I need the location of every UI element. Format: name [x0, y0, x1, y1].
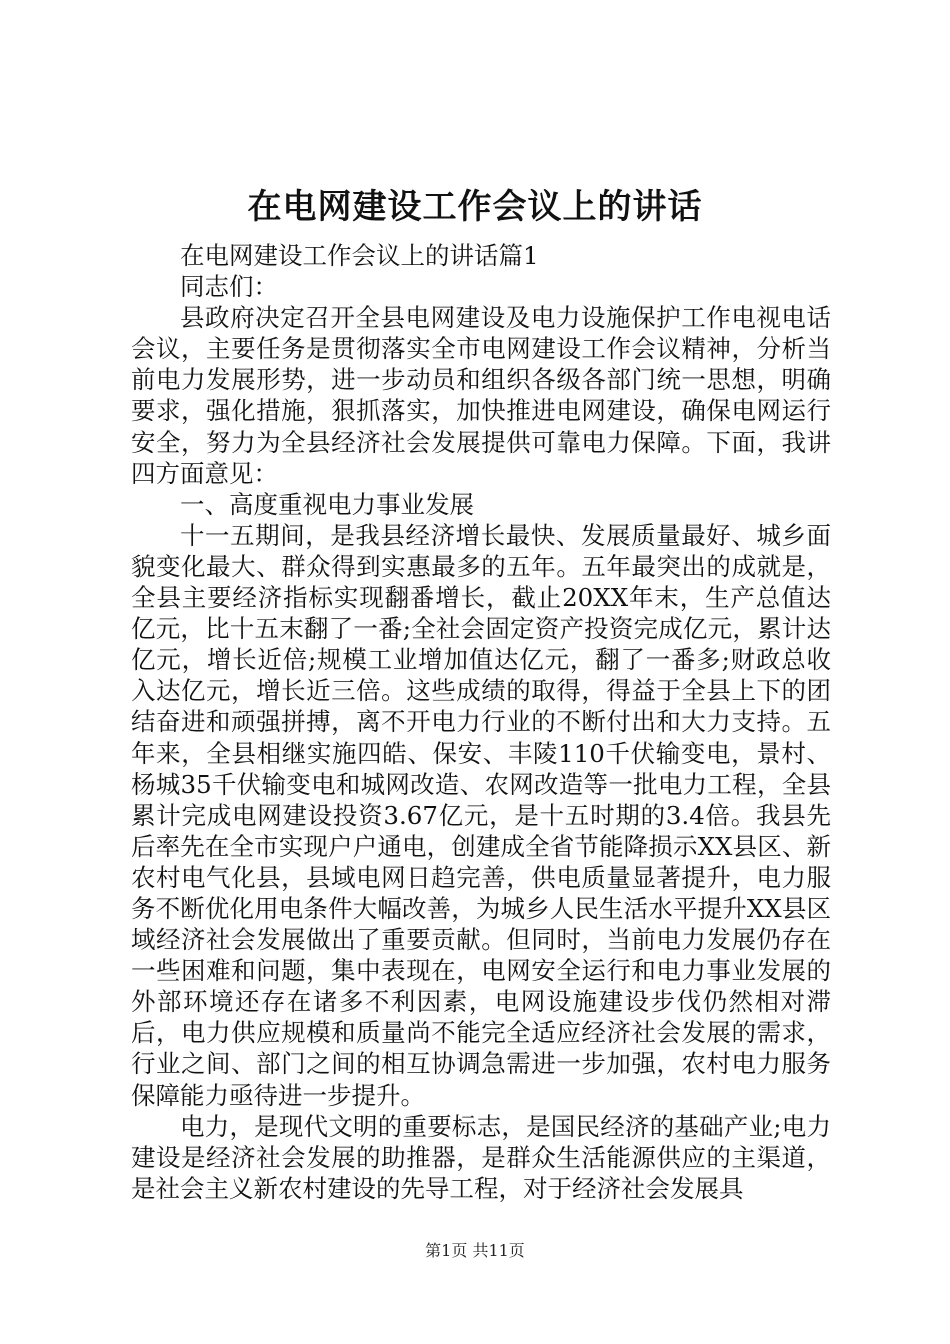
- section-heading: 在电网建设工作会议上的讲话篇1: [180, 241, 539, 270]
- section-heading-1: 一、高度重视电力事业发展: [180, 489, 474, 519]
- document-body: [131, 240, 831, 1204]
- paragraph-electricity: 电力，是现代文明的重要标志，是国民经济的基础产业;电力建设是经济社会发展的助推器，是群众生活能源供应的主渠道，是社会主义新农村建设的先导工程，对于经济社会发展具: [131, 1111, 831, 1203]
- document-title: 在电网建设工作会议上的讲话: [247, 187, 703, 227]
- paragraph-intro: 县政府决定召开全县电网建设及电力设施保护工作电视电话会议，主要任务是贯彻落实全市电网建设工作会议精神，分析当前电力发展形势，进一步动员和组织各级各部门统一思想，明确要求，强化措施，狠抓落实，加快推进电网建设，确保电网运行安全，努力为全县经济社会发展提供可靠电力保障。下面，我讲四方面意见：: [131, 303, 831, 488]
- paragraph-achievements: 十一五期间，是我县经济增长最快、发展质量最好、城乡面貌变化最大、群众得到实惠最多的五年。五年最突出的成就是，全县主要经济指标实现翻番增长，截止20XX年末，生产总值达亿元，比十五末翻了一番;全社会固定资产投资完成亿元，累计达亿元，增长近倍;规模工业增加值达亿元，翻了一番多;财政总收入达亿元，增长近三倍。这些成绩的取得，得益于全县上下的团结奋进和顽强拼搏，离不开电力行业的不断付出和大力支持。五年来，全县相继实施四皓、保安、丰陵110千伏输变电，景村、杨城35千伏输变电和城网改造、农网改造等一批电力工程，全县累计完成电网建设投资3.67亿元，是十五时期的3.4倍。我县先后率先在全市实现户户通电，创建成全省节能降损示XX县区、新农村电气化县，县域电网日趋完善，供电质量显著提升，电力服务不断优化用电条件大幅改善，为城乡人民生活水平提升XX县区域经济社会发展做出了重要贡献。但同时，当前电力发展仍存在一些困难和问题，集中表现在，电网安全运行和电力事业发展的外部环境还存在诸多不利因素，电网设施建设步伐仍然相对滞后，电力供应规模和质量尚不能完全适应经济社会发展的需求，行业之间、部门之间的相互协调急需进一步加强，农村电力服务保障能力亟待进一步提升。: [131, 520, 831, 1110]
- salutation: 同志们：: [180, 272, 278, 302]
- page-footer: 第1页 共11页: [425, 1241, 525, 1260]
